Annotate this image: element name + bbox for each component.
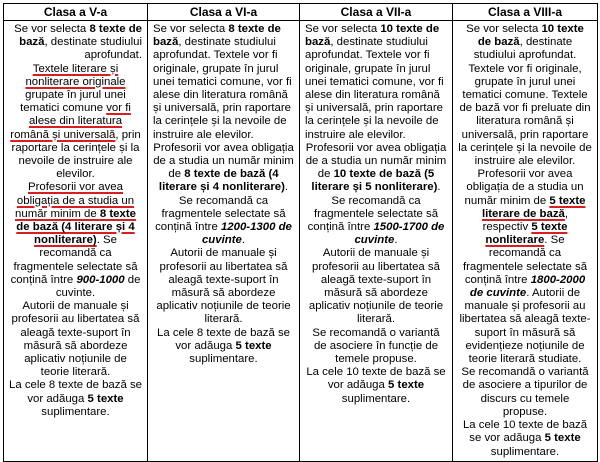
text: , destinate studiului aprofundat. Textele vor fi originale, grupate în jurul unei tematici comune, vor fi alese din literatura română și universală, prin raportare la cerințele și la nevoile de instruire ale elevilor. — [305, 36, 444, 141]
text-bold: 5 texte — [388, 379, 425, 392]
paragraph — [153, 195, 294, 248]
highlighted-text: vor fi alese din literatura română și universală — [10, 102, 131, 141]
paragraph — [9, 23, 142, 63]
text-bold-italic: 900-1000 — [76, 273, 125, 286]
header-clasa-v: Clasa a V-a — [4, 4, 148, 21]
text-bold: 8 texte de bază (4 literare și 4 nonliterare) — [158, 168, 285, 194]
paragraph: Autorii de manuale și profesorii au libertatea să aleagă texte-suport în măsură să abordeze aplicativ noțiunile de teorie literară. — [156, 247, 291, 326]
text: grupate în jurul unei tematici comune — [20, 89, 126, 115]
paragraph — [458, 23, 592, 366]
curriculum-table — [3, 3, 598, 462]
text: . Autorii de manuale și profesorii au libertatea să aleagă texte-suport în măsură să evidențieze noțiunile de teorie literară studiate. — [459, 287, 591, 366]
text: , respectiv — [482, 207, 569, 234]
paragraph — [153, 23, 294, 142]
text-bold: 10 texte de bază — [477, 23, 584, 49]
text: Profesorii vor avea obligația de a studia un număr minim de — [153, 141, 294, 181]
text: , destinate studiului aprofundat. Textele vor fi originale, grupate în jurul unei tematici comune, vor fi alese din literatura română și universală, prin raportare la cerințele și la nevoile de instruire ale elevilor. — [153, 36, 292, 141]
highlighted-text-bold: 8 texte de bază (4 literare și 4 nonliterare) — [16, 207, 136, 247]
content-row — [4, 21, 598, 462]
text: suplimentare. — [41, 405, 110, 418]
paragraph — [458, 419, 592, 459]
paragraph — [305, 142, 447, 248]
text: . Se recomandă ca fragmentele selectate să conțină între — [462, 234, 588, 286]
text: . — [241, 234, 246, 247]
paragraph: Autorii de manuale și profesorii au libertatea să aleagă texte-suport în măsură să abordeze aplicativ noțiunile de teorie literară. — [11, 300, 140, 379]
paragraph — [9, 63, 142, 182]
text: La cele 8 texte de bază se vor adăuga — [9, 379, 142, 405]
header-clasa-vi: Clasa a VI-a — [148, 4, 300, 21]
text: Se vor selecta — [153, 23, 229, 35]
text: , destinate studiului aprofundat. Textele vor fi originale, grupate în jurul unei tematici comune. Textele de bază vor fi preluate din literatura română și universală, prin raportare la cerințele și la nevoile de instruire ale elevilor. Profesorii vor avea obligația de a studia un număr minim de — [458, 36, 592, 207]
text-bold: 5 texte — [235, 339, 272, 352]
paragraph — [305, 366, 447, 406]
text: , destinate studiului aprofundat. — [44, 36, 142, 62]
text-bold-italic: 1800-2000 de cuvinte — [469, 273, 586, 300]
text-bold-italic: 1500-1700 de cuvinte — [354, 221, 445, 247]
text: de cuvinte. — [55, 273, 141, 300]
text: Se vor selecta — [305, 23, 381, 35]
cell-clasa-v — [4, 21, 148, 462]
paragraph — [9, 181, 142, 300]
text: La cele 8 texte de bază se vor adăuga — [157, 326, 290, 352]
paragraph — [153, 142, 294, 195]
text: . Se recomandă ca fragmentele selectate să conțină între — [307, 181, 441, 234]
text: . — [284, 181, 289, 194]
cell-clasa-vii — [300, 21, 453, 462]
paragraph — [9, 379, 142, 419]
text-bold: 10 texte de bază — [305, 23, 440, 49]
text: Se vor selecta — [466, 23, 542, 35]
text-bold: 8 texte de bază — [153, 23, 281, 49]
highlighted-text-bold: 5 texte literare de bază — [481, 194, 586, 220]
paragraph: Autorii de manuale și profesorii au libertatea să aleagă texte-suport în măsură să abordeze aplicativ noțiunile de teorie literară. — [308, 247, 444, 326]
header-clasa-viii: Clasa a VIII-a — [453, 4, 598, 21]
text: , prin raportare la cerințele și la nevoile de instruire ale elevilor. — [11, 128, 141, 181]
text: . Se recomandă ca fragmentele selectate să conțină între — [10, 234, 138, 286]
paragraph — [305, 23, 447, 142]
cell-clasa-viii — [453, 21, 598, 462]
highlighted-text: Profesorii vor avea obligația de a studia un număr minim de — [15, 181, 135, 220]
text-bold: 8 texte de bază — [19, 23, 142, 49]
text: suplimentare. — [490, 445, 560, 458]
text-bold-italic: 1200-1300 de cuvinte — [201, 221, 292, 247]
text: La cele 10 texte de bază se vor adăuga — [306, 366, 446, 392]
text: Se vor selecta — [14, 23, 90, 35]
paragraph: Se recomandă o variantă de asociere în funcție de temele propuse. — [312, 326, 440, 366]
text: suplimentare. — [189, 353, 258, 366]
paragraph: Se recomandă o variantă de asociere a tipurilor de discurs cu temele propuse. — [461, 366, 589, 418]
text: . — [394, 234, 398, 247]
text: Se recomandă ca fragmentele selectate să conțină între — [155, 194, 286, 234]
text: suplimentare. — [341, 392, 411, 405]
text-bold: 10 texte de bază (5 literare și 5 nonliterare) — [311, 168, 438, 194]
text-bold: 5 texte — [87, 392, 124, 405]
highlighted-text: Textele literare și nonliterare originale — [25, 62, 126, 88]
text: Profesorii vor avea obligația de a studia un număr minim de — [305, 141, 447, 181]
cell-clasa-vi — [148, 21, 300, 462]
text: La cele 10 texte de bază se vor adăuga — [462, 419, 588, 445]
highlighted-text-bold: 5 texte nonliterare — [485, 221, 568, 247]
header-clasa-vii: Clasa a VII-a — [300, 4, 453, 21]
header-row — [4, 4, 598, 21]
text-bold: 5 texte — [544, 432, 581, 445]
paragraph — [153, 327, 294, 367]
